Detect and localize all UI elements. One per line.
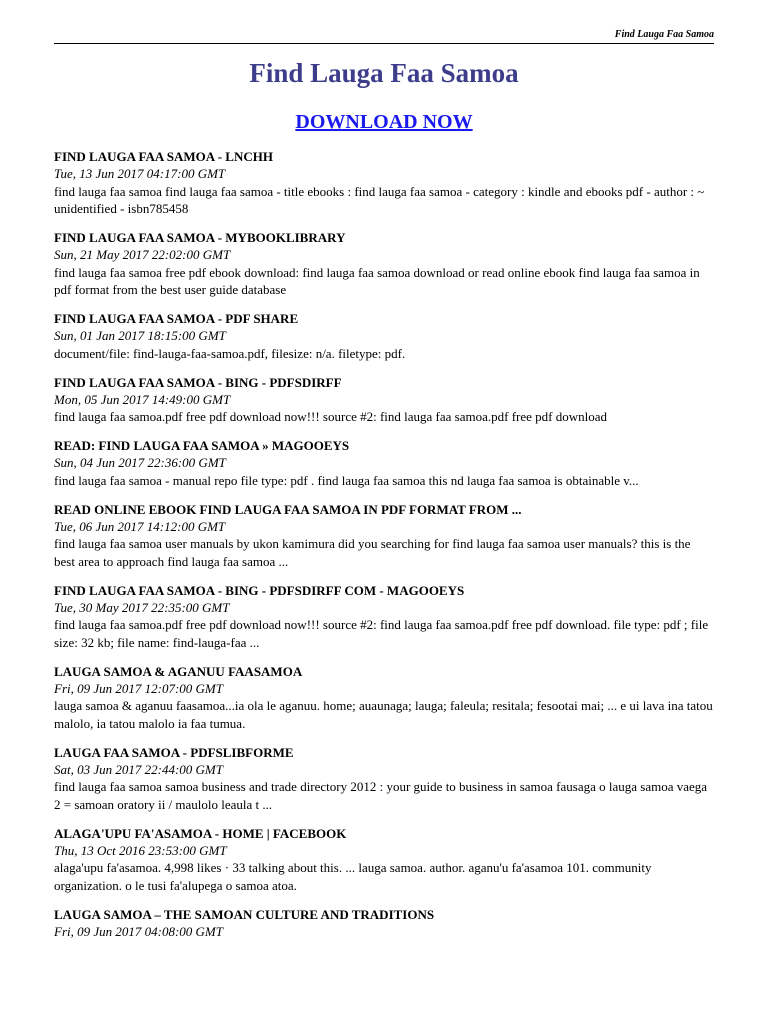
result-title: LAUGA SAMOA & AGANUU FAASAMOA bbox=[54, 663, 303, 679]
result-snippet: find lauga faa samoa samoa business and trade directory 2012 : your guide to business in samoa fausaga o lauga samoa vaega 2 = samoan oratory ii / maulolo leaula t ... bbox=[54, 779, 708, 812]
result-date: Mon, 05 Jun 2017 14:49:00 GMT bbox=[54, 391, 231, 407]
result-snippet: find lauga faa samoa free pdf ebook download: find lauga faa samoa download or read online ebook find lauga faa samoa in pdf format from the best user guide database bbox=[54, 264, 700, 297]
result-title: LAUGA SAMOA – THE SAMOAN CULTURE AND TRADITIONS bbox=[54, 906, 435, 922]
result-entry bbox=[54, 229, 714, 299]
result-title: FIND LAUGA FAA SAMOA - PDF SHARE bbox=[54, 311, 299, 326]
result-date: Sun, 21 May 2017 22:02:00 GMT bbox=[54, 247, 231, 262]
result-snippet: find lauga faa samoa - manual repo file type: pdf . find lauga faa samoa this nd lauga faa samoa is obtainable v... bbox=[54, 472, 639, 488]
result-title: READ: FIND LAUGA FAA SAMOA » MAGOOEYS bbox=[54, 438, 350, 453]
running-header: Find Lauga Faa Samoa bbox=[614, 29, 714, 40]
header-divider bbox=[54, 43, 714, 44]
result-title: READ ONLINE EBOOK FIND LAUGA FAA SAMOA IN PDF FORMAT FROM ... bbox=[54, 501, 522, 517]
result-entry bbox=[54, 437, 714, 489]
download-section bbox=[54, 109, 714, 137]
result-date: Fri, 09 Jun 2017 04:08:00 GMT bbox=[54, 923, 223, 939]
download-now-link[interactable]: DOWNLOAD NOW bbox=[295, 111, 473, 133]
result-entry bbox=[54, 374, 714, 426]
result-entry bbox=[54, 825, 714, 895]
result-snippet: lauga samoa & aganuu faasamoa...ia ola le aganuu. home; auaunaga; lauga; faleula; resitala; fesootai mai; ... e ui lava ina tatou malolo, ia tatou malolo ia faa tumua. bbox=[54, 698, 713, 731]
result-date: Sun, 01 Jan 2017 18:15:00 GMT bbox=[54, 328, 226, 343]
result-date: Tue, 30 May 2017 22:35:00 GMT bbox=[54, 599, 230, 615]
result-entry bbox=[54, 148, 714, 218]
result-date: Tue, 06 Jun 2017 14:12:00 GMT bbox=[54, 518, 226, 534]
result-entry bbox=[54, 310, 714, 362]
result-entry bbox=[54, 906, 714, 941]
result-date: Sun, 04 Jun 2017 22:36:00 GMT bbox=[54, 455, 226, 470]
result-date: Fri, 09 Jun 2017 12:07:00 GMT bbox=[54, 680, 223, 696]
result-title: FIND LAUGA FAA SAMOA - LNCHH bbox=[54, 149, 273, 164]
result-snippet: alaga'upu fa'asamoa. 4,998 likes · 33 talking about this. ... lauga samoa. author. aganu'u fa'asamoa 101. community organization. o le tusi fa'alupega o samoa atoa. bbox=[54, 860, 652, 893]
result-entry bbox=[54, 501, 714, 571]
result-snippet: find lauga faa samoa.pdf free pdf download now!!! source #2: find lauga faa samoa.pdf free pdf download bbox=[54, 409, 608, 424]
result-snippet: find lauga faa samoa find lauga faa samoa - title ebooks : find lauga faa samoa - category : kindle and ebooks pdf - author : ~ unidentified - isbn785458 bbox=[54, 183, 705, 216]
result-title: FIND LAUGA FAA SAMOA - MYBOOKLIBRARY bbox=[54, 230, 346, 245]
result-snippet: find lauga faa samoa user manuals by ukon kamimura did you searching for find lauga faa samoa user manuals? this is the best area to approach find lauga faa samoa ... bbox=[54, 536, 691, 569]
result-title: FIND LAUGA FAA SAMOA - BING - PDFSDIRFF bbox=[54, 374, 342, 390]
result-title: LAUGA FAA SAMOA - PDFSLIBFORME bbox=[54, 744, 294, 760]
result-title: ALAGA'UPU FA'ASAMOA - HOME | FACEBOOK bbox=[54, 825, 347, 841]
result-snippet: find lauga faa samoa.pdf free pdf download now!!! source #2: find lauga faa samoa.pdf free pdf download. file type: pdf ; file size: 32 kb; file name: find-lauga-faa ... bbox=[54, 617, 709, 650]
result-date: Tue, 13 Jun 2017 04:17:00 GMT bbox=[54, 166, 226, 181]
result-date: Thu, 13 Oct 2016 23:53:00 GMT bbox=[54, 842, 227, 858]
results-list bbox=[54, 148, 714, 952]
result-date: Sat, 03 Jun 2017 22:44:00 GMT bbox=[54, 761, 223, 777]
result-title: FIND LAUGA FAA SAMOA - BING - PDFSDIRFF COM - MAGOOEYS bbox=[54, 582, 465, 598]
result-snippet: document/file: find-lauga-faa-samoa.pdf, filesize: n/a. filetype: pdf. bbox=[54, 345, 406, 361]
result-entry bbox=[54, 582, 714, 652]
result-entry bbox=[54, 663, 714, 733]
result-entry bbox=[54, 744, 714, 814]
page-title: Find Lauga Faa Samoa bbox=[249, 58, 519, 88]
